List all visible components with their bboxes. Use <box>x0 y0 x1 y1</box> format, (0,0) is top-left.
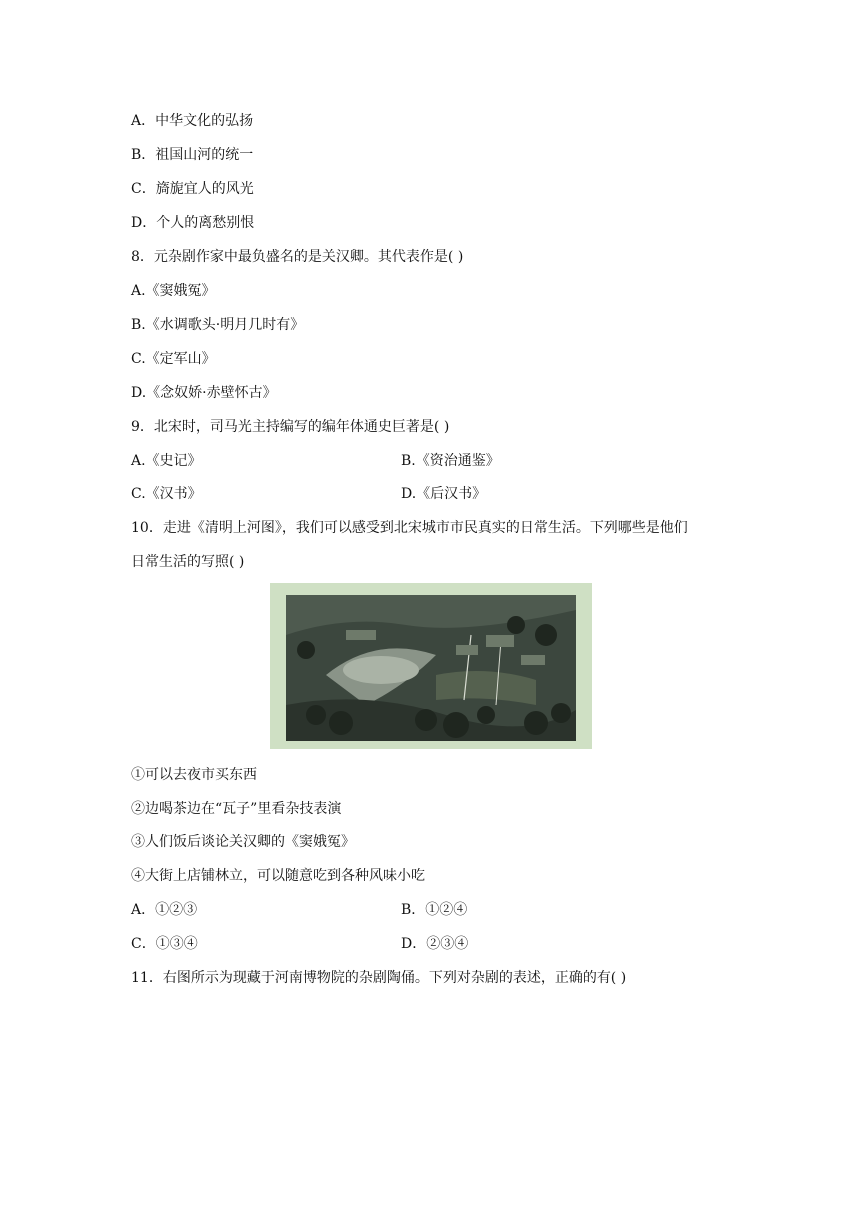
q9-option-c: C.《汉书》 <box>131 486 202 502</box>
q11-stem: 11．右图所示为现藏于河南博物院的杂剧陶俑。下列对杂剧的表述，正确的有( ) <box>131 970 627 986</box>
painting-image <box>286 595 576 741</box>
q9-option-b: B.《资治通鉴》 <box>401 453 500 469</box>
q8-option-a: A.《窦娥冤》 <box>131 283 216 299</box>
q7-option-b: B．祖国山河的统一 <box>131 147 254 163</box>
painting-illustration <box>286 595 576 741</box>
q10-stem-line2: 日常生活的写照( ) <box>131 554 245 570</box>
q9-option-d: D.《后汉书》 <box>401 486 487 502</box>
q7-option-a: A．中华文化的弘扬 <box>131 113 254 129</box>
q10-option-c: C．①③④ <box>131 936 198 952</box>
q10-option-a: A．①②③ <box>131 902 198 918</box>
qingming-painting-figure <box>270 583 592 749</box>
q10-option-d: D．②③④ <box>401 936 469 952</box>
q10-stem-line1: 10．走进《清明上河图》，我们可以感受到北宋城市市民真实的日常生活。下列哪些是他们 <box>131 520 688 536</box>
q8-option-c: C.《定军山》 <box>131 351 216 367</box>
q8-option-b: B.《水调歌头·明月几时有》 <box>131 317 305 333</box>
q10-item-3: ③人们饭后谈论关汉卿的《窦娥冤》 <box>131 834 355 850</box>
q8-stem: 8．元杂剧作家中最负盛名的是关汉卿。其代表作是( ) <box>131 249 464 265</box>
q9-stem: 9．北宋时，司马光主持编写的编年体通史巨著是( ) <box>131 419 450 435</box>
q10-item-4: ④大街上店铺林立，可以随意吃到各种风味小吃 <box>131 868 425 884</box>
q8-option-d: D.《念奴娇·赤壁怀古》 <box>131 385 277 401</box>
q9-option-a: A.《史记》 <box>131 453 202 469</box>
q10-item-2: ②边喝茶边在“瓦子”里看杂技表演 <box>131 801 342 817</box>
q7-option-c: C．旖旎宜人的风光 <box>131 181 254 197</box>
q10-item-1: ①可以去夜市买东西 <box>131 767 257 783</box>
q10-option-b: B．①②④ <box>401 902 468 918</box>
q7-option-d: D．个人的离愁别恨 <box>131 215 255 231</box>
